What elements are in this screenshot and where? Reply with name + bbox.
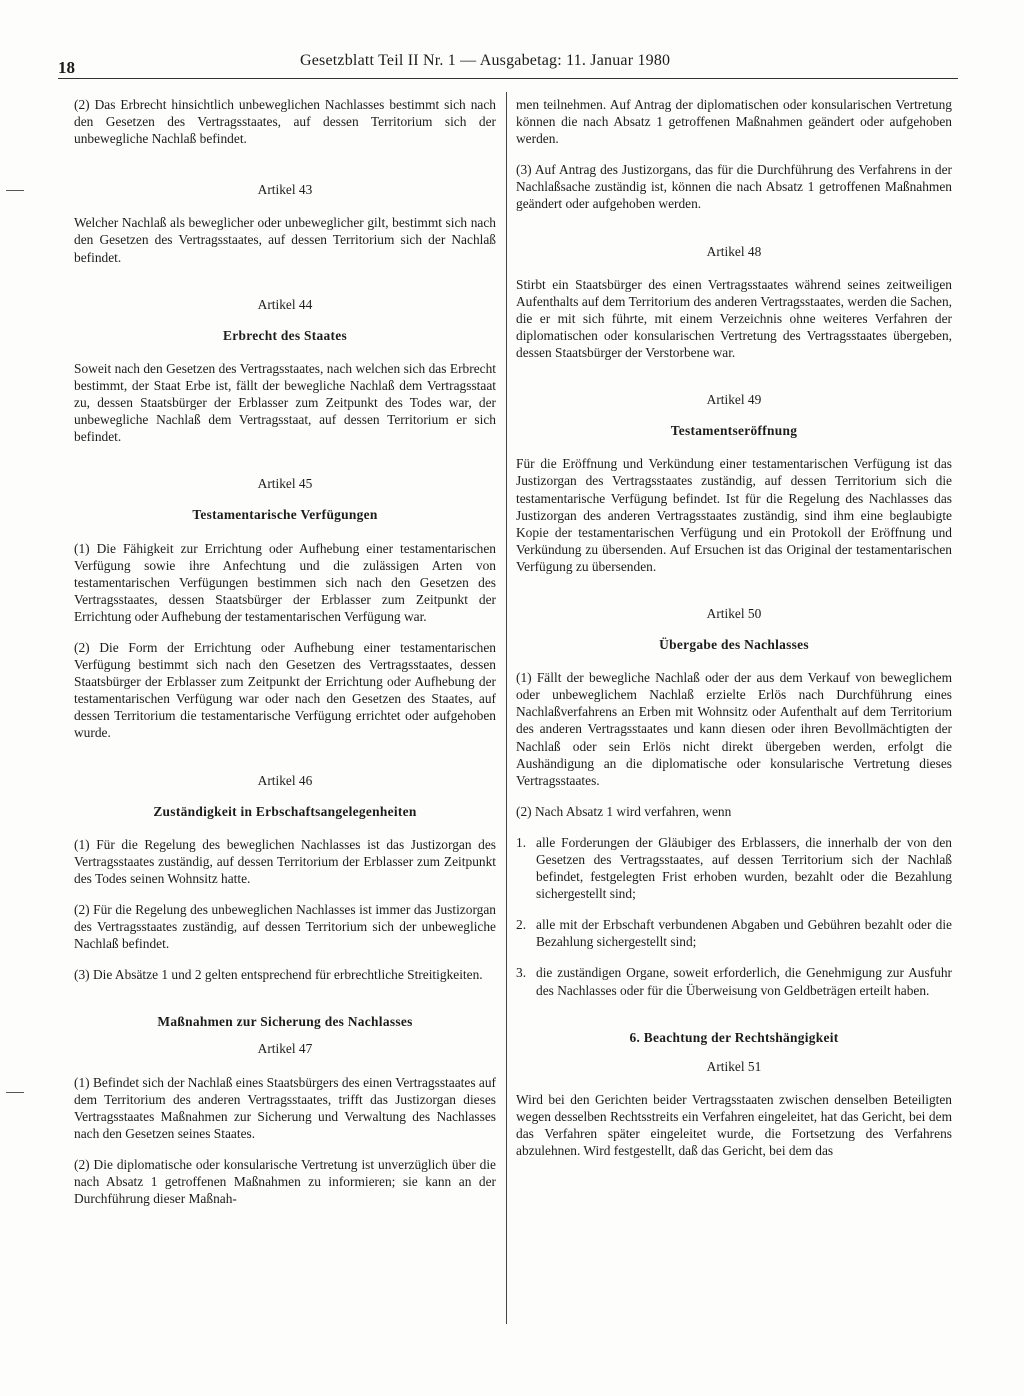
right-column — [516, 96, 952, 1173]
article-44-heading: Erbrecht des Staates — [222, 327, 348, 343]
page-number: 18 — [58, 58, 75, 77]
article-47-paragraph-2: (2) Die diplomatische oder konsularische Vertretung ist unverzüglich über die nach Absatz 1 getroffenen Maßnahmen zu informieren; sie kann an der Durchführung dieser Maßnah- — [74, 1156, 496, 1207]
left-column — [74, 96, 496, 1221]
article-51-text: Wird bei den Gerichten beider Vertragsstaaten zwischen denselben Beteiligten wegen desselben Rechtsstreits ein Verfahren eingeleitet, hat das Gericht, bei dem das Verfahren später eingeleitet wurde, die Fortsetzung des Verfahrens abzulehnen. Wird festgestellt, daß das Gericht, bei dem das — [516, 1091, 952, 1159]
article-45-title: Artikel 45 — [257, 476, 313, 492]
article-47-title: Artikel 47 — [257, 1041, 313, 1057]
section-heading-sicherung: Maßnahmen zur Sicherung des Nachlasses — [157, 1014, 413, 1030]
article-49-text: Für die Eröffnung und Verkündung einer testamentarischen Verfügung ist das Justizorgan des Vertragsstaates zuständig, auf dessen Territorium sich die testamentarische Verfügung befindet. Ist für die Regelung des Nachlasses das Justizorgan des anderen Vertragsstaates zuständig, sind ihm eine beglaubigte Kopie der testamentarischen Verfügung und ein Protokoll der Eröffnung und Verkündung zu übersenden. Auf Ersuchen ist das Original der testamentarischen Verfügung zu übersenden. — [516, 456, 952, 574]
article-49-title: Artikel 49 — [706, 392, 762, 408]
article-50-paragraph-2: (2) Nach Absatz 1 wird verfahren, wenn — [516, 803, 732, 819]
running-title: Gesetzblatt Teil II Nr. 1 — Ausgabetag: 11. Januar 1980 — [300, 52, 671, 69]
list-item — [516, 834, 952, 902]
section-6-heading: 6. Beachtung der Rechtshängigkeit — [629, 1029, 839, 1045]
list-item-number: 1. — [516, 834, 527, 850]
article-46-paragraph-2: (2) Für die Regelung des unbeweglichen Nachlasses ist immer das Justizorgan des Vertragsstaates zuständig, auf dessen Territorium sich der unbewegliche Nachlaß befindet. — [74, 902, 496, 952]
article-46-title: Artikel 46 — [257, 772, 313, 788]
margin-mark — [6, 1092, 24, 1093]
list-item-text: alle mit der Erbschaft verbundenen Abgaben und Gebühren bezahlt oder die Bezahlung sichergestellt sind; — [536, 917, 952, 950]
paragraph-art42-2: (2) Das Erbrecht hinsichtlich unbeweglichen Nachlasses bestimmt sich nach den Gesetzen des Vertragsstaates, auf dessen Territorium sich der unbewegliche Nachlaß befindet. — [74, 97, 496, 147]
article-47-paragraph-3: (3) Auf Antrag des Justizorgans, das für die Durchführung des Verfahrens in der Nachlaßsache zuständig ist, können die nach Absatz 1 getroffenen Maßnahmen geändert oder aufgehoben werden. — [516, 162, 952, 212]
list-item — [516, 916, 952, 950]
article-48-text: Stirbt ein Staatsbürger des einen Vertragsstaates während seines zeitweiligen Aufenthalts auf dem Territorium des anderen Vertragsstaates, werden die Sachen, die er mit sich führte, mit einem Verzeichnis ohne weiteres Verfahren der diplomatischen oder konsularischen Vertretung des Vertragsstaates übergeben, dessen Staatsbürger der Verstorbene war. — [516, 276, 952, 361]
article-50-paragraph-1: (1) Fällt der bewegliche Nachlaß oder der aus dem Verkauf von beweglichem oder unbeweglichem Nachlaß erzielte Erlös nach Durchführung eines Nachlaßverfahrens an Erben mit Wohnsitz oder Aufenthalt auf dem Territorium des anderen Vertragsstaates und kann diesen oder ihren Bevollmächtigten der Nachlaß oder sein Erlös nicht direkt übergeben werden, erfolgt die Aushändigung an die diplomatische oder konsularische Vertretung dieses Vertragsstaates. — [516, 670, 952, 788]
article-45-heading: Testamentarische Verfügungen — [192, 507, 378, 523]
article-43-text: Welcher Nachlaß als beweglicher oder unbeweglicher gilt, bestimmt sich nach den Gesetzen des Vertragsstaates, auf dessen Territorium sich der Nachlaß befindet. — [74, 215, 496, 265]
article-50-heading: Übergabe des Nachlasses — [659, 637, 809, 653]
list-item — [516, 964, 952, 998]
article-44-title: Artikel 44 — [257, 296, 313, 312]
article-51-title: Artikel 51 — [706, 1058, 762, 1074]
column-divider — [506, 92, 507, 1324]
article-44-text: Soweit nach den Gesetzen des Vertragsstaates, nach welchen sich das Erbrecht bestimmt, der Staat Erbe ist, fällt der bewegliche Nachlaß dem Vertragsstaat zu, dessen Staatsbürger der Erblasser zum Zeitpunkt des Todes war, der unbewegliche Nachlaß dem Vertragsstaat, auf dessen Territorium er sich befindet. — [74, 360, 496, 445]
list-item-text: die zuständigen Organe, soweit erforderlich, die Genehmigung zur Ausfuhr des Nachlasses oder für die Überweisung von Geldbeträgen erteilt haben. — [536, 965, 952, 998]
article-47-paragraph-2-continued: men teilnehmen. Auf Antrag der diplomatischen oder konsularischen Vertretung können die nach Absatz 1 getroffenen Maßnahmen geändert oder aufgehoben werden. — [516, 97, 952, 147]
article-48-title: Artikel 48 — [706, 243, 762, 259]
article-45-paragraph-1: (1) Die Fähigkeit zur Errichtung oder Aufhebung einer testamentarischen Verfügung sowie ihre Anfechtung und die zulässigen Arten von testamentarischen Verfügungen bestimmen sich nach den Gesetzen des Vertragsstaates, dessen Staatsbürger der Erblasser zum Zeitpunkt der Errichtung oder Aufhebung der testamentarischen Verfügung war. — [74, 540, 496, 624]
article-47-paragraph-1: (1) Befindet sich der Nachlaß eines Staatsbürgers des einen Vertragsstaates auf dem Territorium des anderen Vertragsstaates, trifft das Justizorgan dieses Vertragsstaates Maßnahmen zur Sicherung und Verwaltung des Nachlasses nach den Gesetzen seines Staates. — [74, 1074, 496, 1141]
article-45-paragraph-2: (2) Die Form der Errichtung oder Aufhebung einer testamentarischen Verfügung bestimmt sich nach den Gesetzen des Vertragsstaates, dessen Staatsbürger der Erblasser zum Zeitpunkt der Errichtung oder Aufhebung der testamentarischen Verfügung war oder nach den Gesetzen des Staates, auf dessen Territorium die testamentarische Verfügung errichtet oder aufgehoben wurde. — [74, 639, 496, 741]
article-43-title: Artikel 43 — [257, 182, 313, 198]
list-item-text: alle Forderungen der Gläubiger des Erblassers, die innerhalb der von den Gesetzen des Vertragsstaates, auf dessen Territorium sich der Nachlaß befindet, festgelegten Frist erhoben wurden, bezahlt oder die Bezahlung sichergestellt sind; — [536, 834, 952, 902]
article-50-title: Artikel 50 — [706, 605, 762, 621]
article-49-heading: Testamentseröffnung — [670, 423, 798, 439]
list-item-number: 2. — [516, 917, 527, 933]
list-item-number: 3. — [516, 965, 527, 981]
article-46-paragraph-3: (3) Die Absätze 1 und 2 gelten entsprechend für erbrechtliche Streitigkeiten. — [74, 967, 483, 983]
margin-mark — [6, 190, 24, 191]
page-header — [58, 52, 958, 79]
article-46-heading: Zuständigkeit in Erbschaftsangelegenheiten — [153, 803, 417, 819]
article-46-paragraph-1: (1) Für die Regelung des beweglichen Nachlasses ist das Justizorgan des Vertragsstaates zuständig, auf dessen Territorium der Erblasser zum Zeitpunkt des Todes seinen Wohnsitz hatte. — [74, 836, 496, 886]
